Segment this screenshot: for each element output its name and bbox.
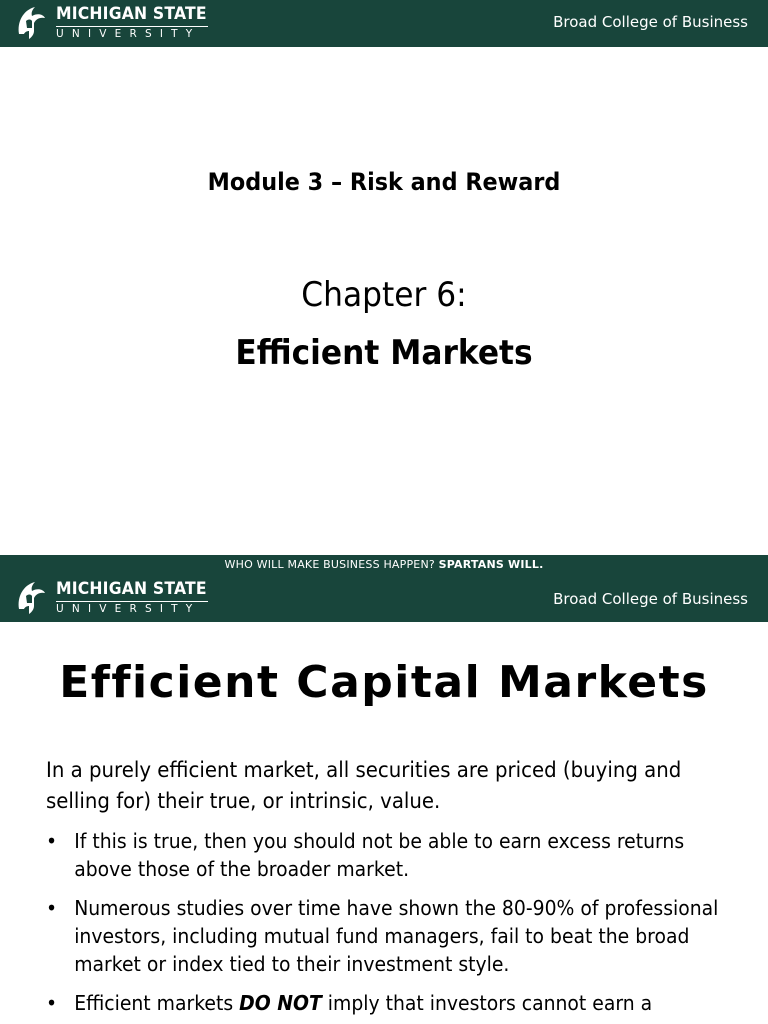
bullet-text-prefix: Efficient markets: [74, 991, 240, 1015]
bullet-text-emphasis: DO NOT: [239, 991, 322, 1015]
list-item: [46, 989, 723, 1017]
bullet-text: Numerous studies over time have shown the 80-90% of professional investors, including mutual fund managers, fail to beat the broad market or index tied to their investment style.: [74, 896, 719, 976]
list-item: [46, 894, 723, 978]
bullet-text: If this is true, then you should not be able to earn excess returns above those of the broader market.: [74, 829, 685, 881]
msu-logo: [15, 579, 220, 617]
bullet-symbol: •: [46, 896, 58, 920]
bullet-symbol: •: [46, 991, 58, 1015]
module-title: Module 3 – Risk and Reward: [207, 168, 561, 196]
college-name: Broad College of Business: [553, 13, 748, 31]
slide-body: [46, 755, 719, 1024]
tagline: [0, 558, 768, 571]
list-item: [46, 827, 723, 883]
wordmark-divider: [56, 601, 208, 602]
slide-title: Efficient Capital Markets: [59, 657, 709, 708]
content-slide: [0, 555, 768, 1024]
wordmark-top: MICHIGAN STATE: [56, 4, 207, 25]
intro-paragraph: In a purely efficient market, all securities are priced (buying and selling for) their true, or intrinsic, value.: [46, 758, 682, 813]
college-name: Broad College of Business: [553, 590, 748, 608]
wordmark-top: MICHIGAN STATE: [56, 579, 207, 600]
chapter-title: Efficient Markets: [235, 333, 533, 373]
chapter-heading: Chapter 6:: [301, 275, 467, 315]
bullet-symbol: •: [46, 829, 58, 853]
msu-logo: [15, 4, 220, 42]
bullet-list: [46, 827, 719, 1017]
university-wordmark: [56, 581, 220, 615]
header-bar: [0, 555, 768, 622]
tagline-prefix: WHO WILL MAKE BUSINESS HAPPEN?: [224, 558, 435, 571]
wordmark-bottom: UNIVERSITY: [56, 603, 201, 616]
wordmark-bottom: UNIVERSITY: [56, 28, 201, 41]
wordmark-divider: [56, 26, 208, 27]
spartan-helmet-icon: [15, 4, 47, 42]
header-bar: [0, 0, 768, 47]
tagline-emphasis: SPARTANS WILL.: [438, 558, 544, 571]
university-wordmark: [56, 6, 220, 40]
bullet-text-suffix: imply that investors cannot earn a: [321, 991, 653, 1015]
spartan-helmet-icon: [15, 579, 47, 617]
